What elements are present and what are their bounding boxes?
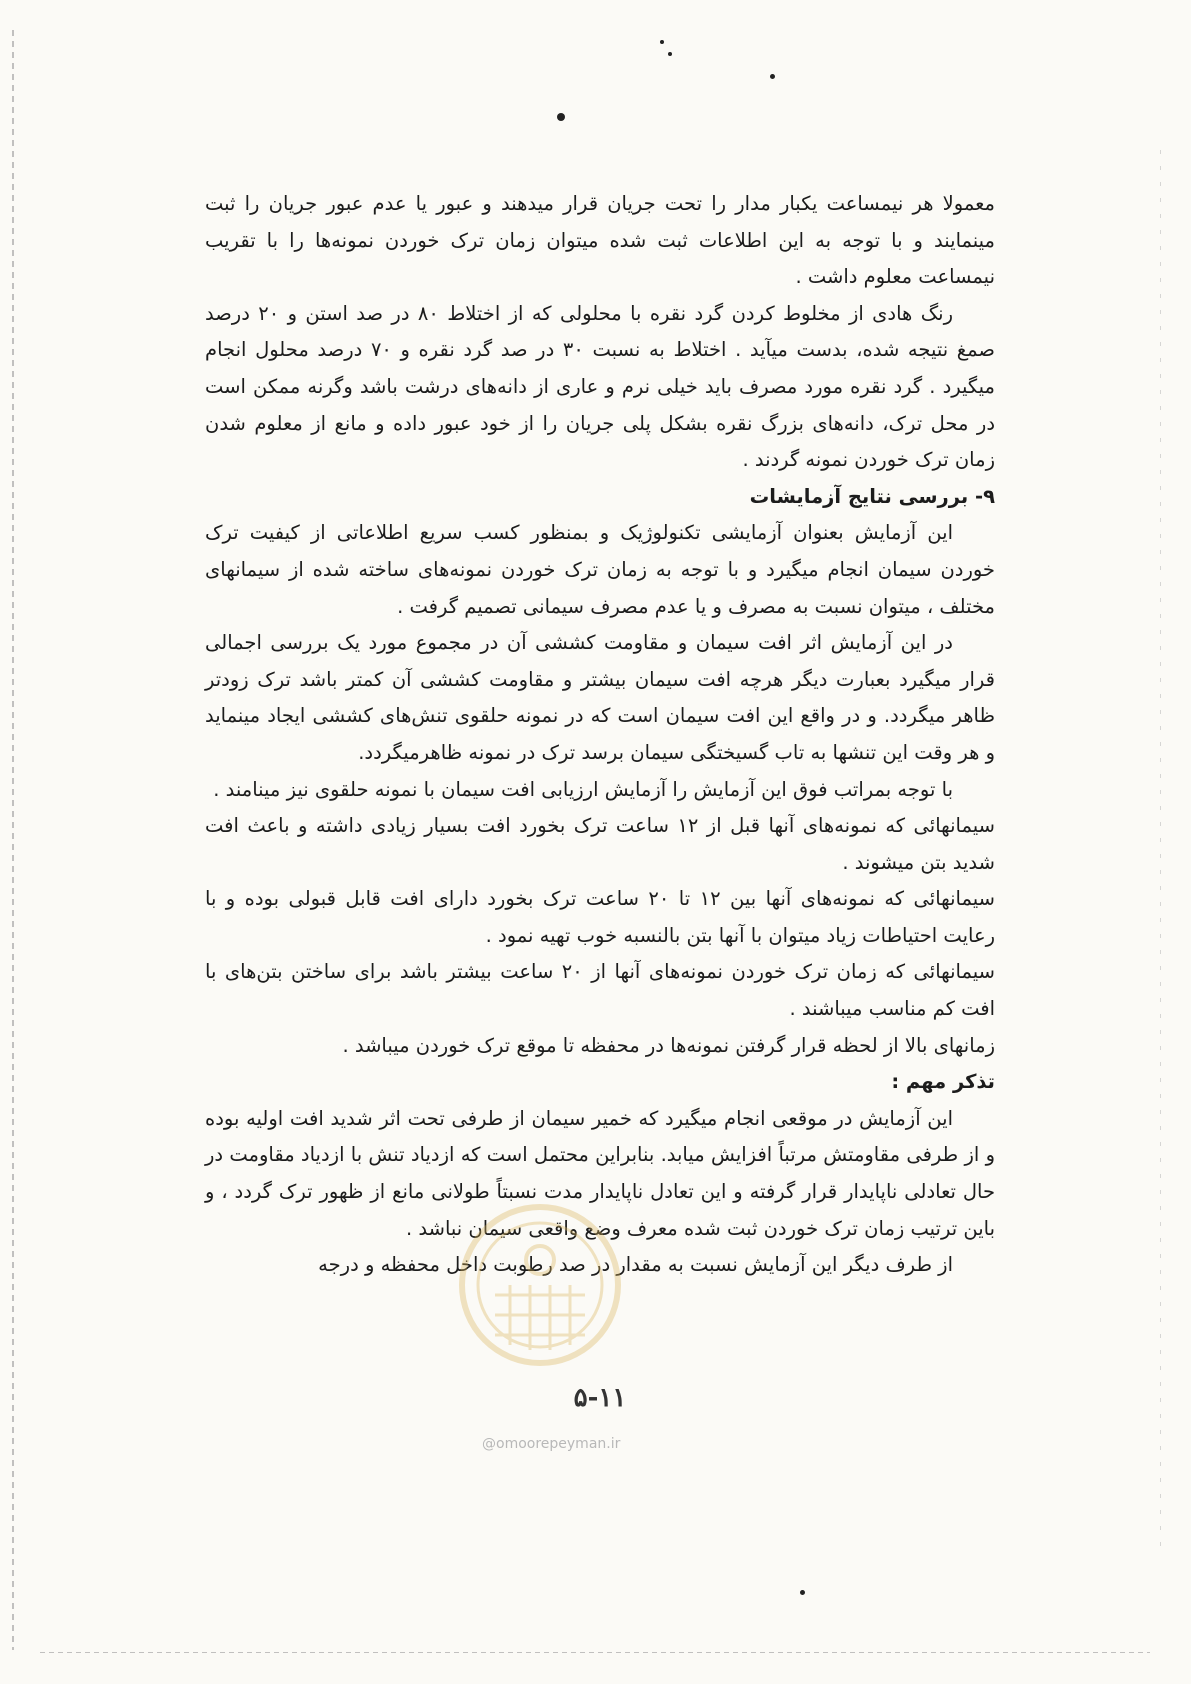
paragraph: سیمانهائی که زمان ترک خوردن نمونه‌های آنها از ۲۰ ساعت بیشتر باشد برای ساختن بتن‌های با افت کم مناسب میباشند . — [205, 960, 995, 1021]
paragraph: رنگ هادی از مخلوط کردن گرد نقره با محلولی که از اختلاط ۸۰ در صد استن و ۲۰ درصد صمغ نتیجه شده، بدست میآید . اختلاط به نسبت ۳۰ در صد گرد نقره و ۷۰ درصد محلول انجام میگیرد . گرد نقره مورد مصرف باید خیلی نرم و عاری از دانه‌های درشت باشد وگرنه ممکن است در محل ترک، دانه‌های بزرگ نقره بشکل پلی جریان را از خود عبور داده و مانع از معلوم شدن زمان ترک خوردن نمونه گردند . — [205, 301, 995, 472]
document-body — [205, 186, 995, 1284]
paragraph: سیمانهائی که نمونه‌های آنها بین ۱۲ تا ۲۰ ساعت ترک بخورد دارای افت قابل قبولی بوده و با رعایت احتیاطات زیاد میتوان با آنها بتن بالنسبه خوب تهیه نمود . — [205, 887, 995, 947]
note-heading: تذکر مهم : — [891, 1070, 995, 1094]
paragraph: زمانهای بالا از لحظه قرار گرفتن نمونه‌ها در محفظه تا موقع ترک خوردن میباشد . — [342, 1033, 995, 1057]
scan-edge-right — [1160, 150, 1161, 1550]
section-heading: ۹- بررسی نتایج آزمایشات — [749, 484, 995, 508]
paragraph: سیمانهائی که نمونه‌های آنها قبل از ۱۲ ساعت ترک بخورد افت بسیار زیادی داشته و باعث افت شدید بتن میشوند . — [205, 814, 995, 874]
paragraph: از طرف دیگر این آزمایش نسبت به مقدار در صد رطوبت داخل محفظه و درجه — [318, 1253, 953, 1277]
paragraph: این آزمایش در موقعی انجام میگیرد که خمیر سیمان از طرفی تحت اثر شدید افت اولیه بوده و از طرفی مقاومتش مرتباً افزایش میابد. بنابراین محتمل است که ازدیاد تنش با ازدیاد مقاومت در حال تعادلی ناپایدار قرار گرفته و این تعادل ناپایدار مدت نسبتاً طولانی مانع از ظهور ترک گردد ، و باین ترتیب زمان ترک خوردن ثبت شده معرف وضع واقعی سیمان نباشد . — [205, 1106, 995, 1240]
paragraph: در این آزمایش اثر افت سیمان و مقاومت کششی آن در مجموع مورد یک بررسی اجمالی قرار میگیرد بعبارت دیگر هرچه افت سیمان بیشتر و مقاومت کششی آن کمتر باشد ترک زودتر ظاهر میگردد. و در واقع این افت سیمان است که در نمونه حلقوی تنش‌های کششی ایجاد مینماید و هر وقت این تنشها به تاب گسیختگی سیمان برسد ترک در نمونه ظاهرمیگردد. — [205, 631, 995, 764]
watermark-seal-icon — [455, 1200, 625, 1370]
scan-speck — [557, 113, 565, 121]
scan-edge-left — [12, 30, 14, 1650]
scan-edge-bottom — [40, 1652, 1150, 1653]
paragraph: با توجه بمراتب فوق این آزمایش را آزمایش ارزیابی افت سیمان با نمونه حلقوی نیز مینامند . — [213, 777, 953, 801]
scan-speck — [770, 74, 775, 79]
paragraph: این آزمایش بعنوان آزمایشی تکنولوژیک و بمنظور کسب سریع اطلاعاتی از کیفیت ترک خوردن سیمان انجام میگیرد و با توجه به زمان ترک خوردن نمونه‌های ساخته شده از سیمانهای مختلف ، میتوان نسبت به مصرف و یا عدم مصرف سیمانی تصمیم گرفت . — [205, 521, 995, 618]
scan-speck — [660, 40, 664, 44]
page-number: ۵-۱۱ — [573, 1383, 627, 1413]
scan-speck — [668, 52, 672, 56]
paragraph: معمولا هر نیمساعت یکبار مدار را تحت جریان قرار میدهند و عبور یا عدم عبور جریان را ثبت مینمایند و با توجه به این اطلاعات ثبت شده میتوان زمان ترک خوردن نمونه‌ها را با تقریب نیمساعت معلوم داشت . — [205, 192, 995, 289]
scan-speck — [800, 1590, 805, 1595]
watermark-text: @omoorepeyman.ir — [482, 1436, 621, 1452]
